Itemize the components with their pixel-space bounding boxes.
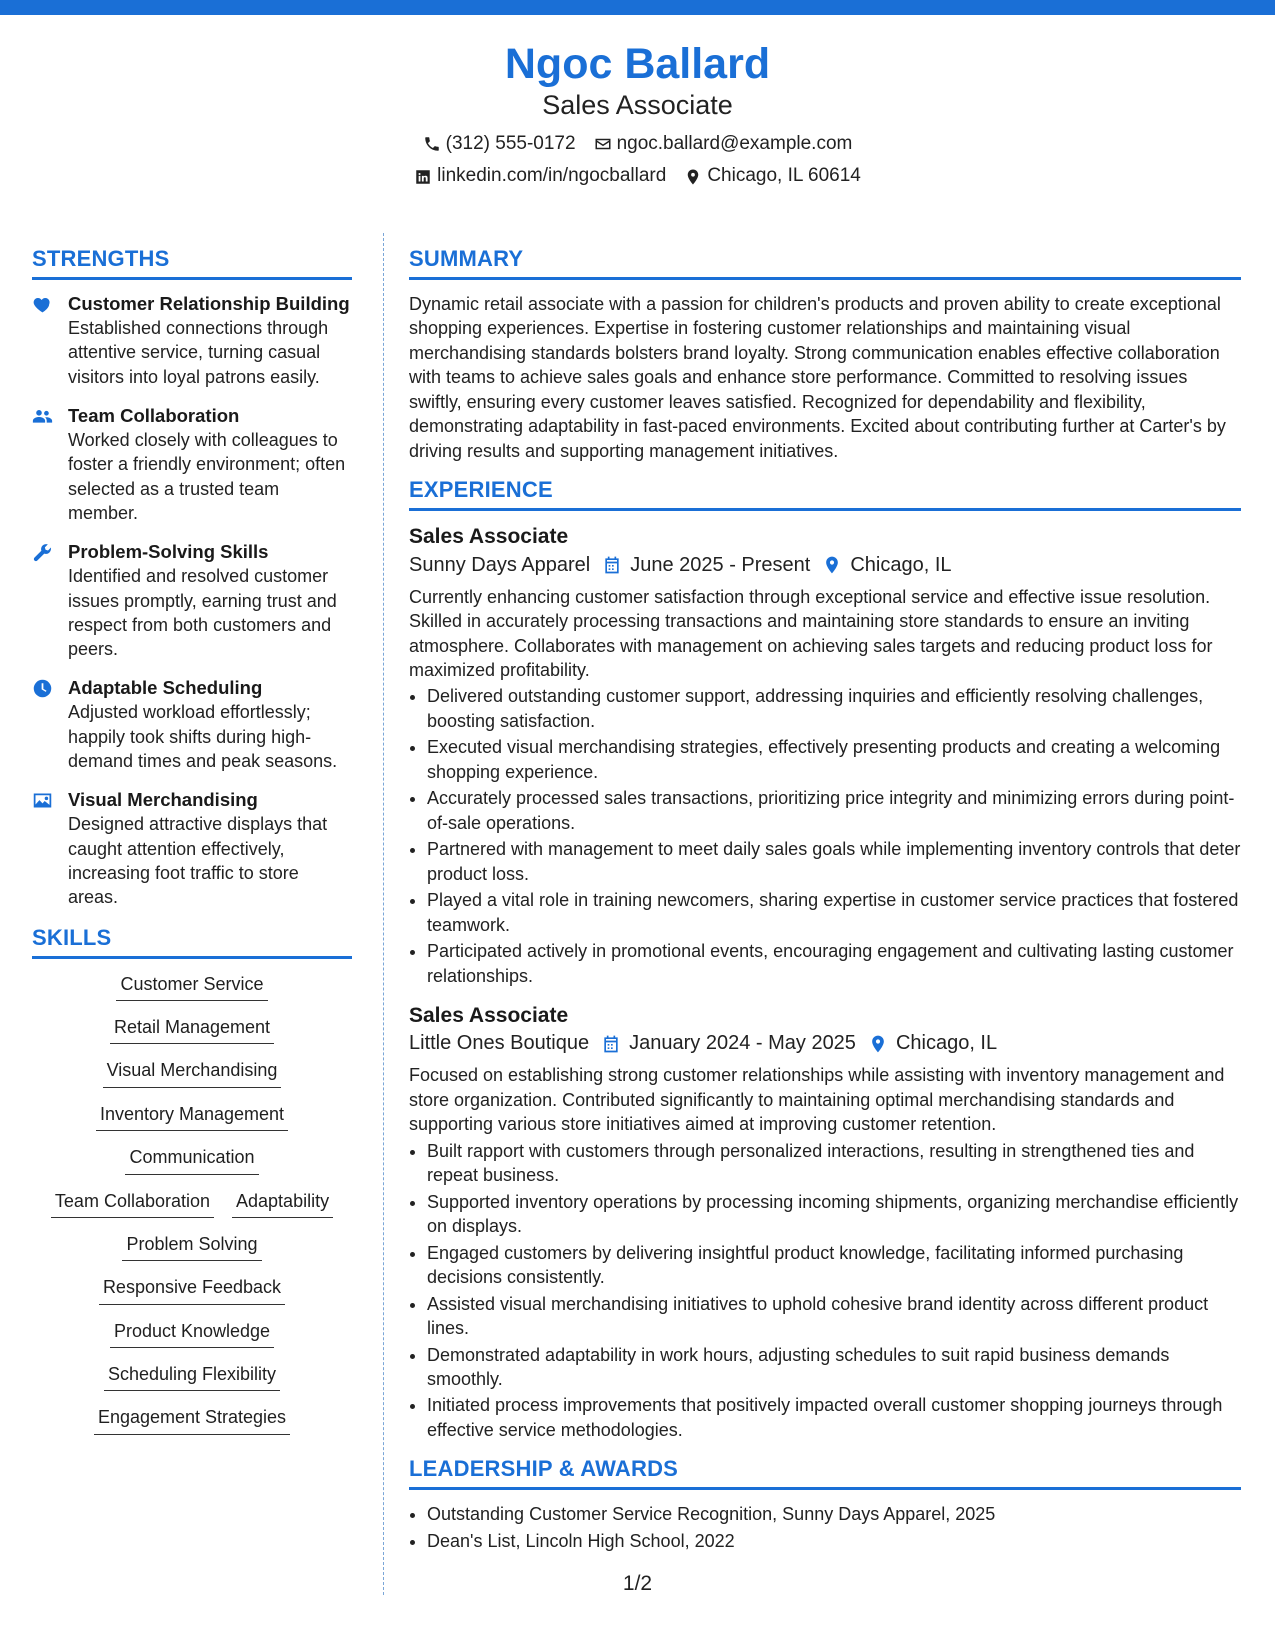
users-icon bbox=[32, 406, 53, 427]
strength-desc: Adjusted workload effortlessly; happily took shifts during high-demand times and peak seasons. bbox=[68, 702, 338, 772]
strength-title: Visual Merchandising bbox=[68, 789, 258, 811]
resume-header bbox=[0, 40, 1275, 190]
job-company: Little Ones Boutique bbox=[409, 1032, 590, 1055]
map-pin-icon bbox=[822, 555, 842, 575]
location-contact bbox=[684, 163, 861, 190]
candidate-title: Sales Associate bbox=[542, 90, 733, 121]
strength-title: Team Collaboration bbox=[68, 404, 240, 426]
phone-text: (312) 555-0172 bbox=[445, 132, 576, 154]
strength-item bbox=[32, 676, 352, 773]
job-dates bbox=[601, 1032, 856, 1055]
job-bullet: • Built rapport with customers through personalized interactions, resulting in strengthened ties and repeat business. bbox=[427, 1139, 1241, 1188]
job-bullet: • Delivered outstanding customer support, addressing inquiries and efficiently resolving challenges, boosting satisfaction. bbox=[427, 684, 1241, 733]
strength-desc: Identified and resolved customer issues promptly, earning trust and respect from both customers and peers. bbox=[68, 566, 337, 660]
strength-title: Customer Relationship Building bbox=[68, 293, 350, 314]
strength-desc: Worked closely with colleagues to foster a friendly environment; often selected as a trusted team member. bbox=[68, 429, 346, 523]
strength-item bbox=[32, 788, 352, 909]
skill-tag: Scheduling Flexibility bbox=[104, 1363, 280, 1391]
email-contact[interactable] bbox=[594, 131, 853, 158]
email-text: ngoc.ballard@example.com bbox=[616, 132, 853, 154]
skill-tag: Inventory Management bbox=[96, 1103, 288, 1131]
right-column bbox=[409, 246, 1241, 1555]
job-description: Focused on establishing strong customer relationships while assisting with inventory management and store organization. Contributed significantly to maintaining optimal merchandising standards and supporting various store initiatives aimed at improving customer retention. bbox=[409, 1065, 1225, 1135]
skill-tag: Customer Service bbox=[116, 973, 267, 1001]
job-entry bbox=[409, 1002, 1241, 1442]
job-location-text: Chicago, IL bbox=[895, 1032, 998, 1055]
linkedin-text: linkedin.com/in/ngocballard bbox=[437, 165, 667, 187]
job-bullet: • Supported inventory operations by processing incoming shipments, organizing merchandise efficiently on displays. bbox=[427, 1190, 1241, 1239]
wrench-icon bbox=[32, 542, 53, 563]
heart-icon bbox=[32, 294, 53, 315]
strength-item bbox=[32, 540, 352, 661]
skills-section bbox=[32, 925, 352, 1437]
candidate-name: Ngoc Ballard bbox=[504, 40, 771, 88]
calendar-icon bbox=[602, 555, 622, 575]
skill-tag: Retail Management bbox=[110, 1016, 274, 1044]
clock-icon bbox=[32, 678, 53, 699]
strength-item bbox=[32, 404, 352, 525]
job-bullet: • Accurately processed sales transactions, prioritizing price integrity and minimizing errors during point-of-sale operations. bbox=[427, 786, 1241, 835]
location-text: Chicago, IL 60614 bbox=[707, 165, 861, 187]
linkedin-icon bbox=[414, 168, 432, 186]
strength-desc: Designed attractive displays that caught attention effectively, increasing foot traffic to store areas. bbox=[68, 814, 328, 908]
job-meta bbox=[409, 554, 1241, 577]
job-bullet: • Partnered with management to meet daily sales goals while implementing inventory controls that deter product loss. bbox=[427, 837, 1241, 886]
job-description: Currently enhancing customer satisfaction through exceptional service and effective issue resolution. Skilled in accurately processing transactions and maintaining store standards to ensure an inviting atmosphere. Collaborates with management on achieving sales targets and reducing product loss for maximized profitability. bbox=[409, 586, 1213, 680]
contact-row-2 bbox=[0, 163, 1275, 190]
awards-list bbox=[409, 1502, 1241, 1553]
job-location bbox=[868, 1032, 997, 1055]
contact-row-1 bbox=[0, 131, 1275, 158]
skill-tag: Visual Merchandising bbox=[103, 1059, 282, 1087]
left-column bbox=[32, 246, 352, 1437]
strength-desc: Established connections through attentive service, turning casual visitors into loyal patrons easily. bbox=[68, 318, 329, 387]
linkedin-contact[interactable] bbox=[414, 163, 666, 190]
page-number: 1/2 bbox=[622, 1572, 653, 1595]
summary-section bbox=[409, 246, 1241, 463]
skill-tag: Problem Solving bbox=[122, 1233, 261, 1261]
experience-section bbox=[409, 477, 1241, 1442]
job-dates-text: January 2024 - May 2025 bbox=[629, 1032, 856, 1055]
phone-contact[interactable] bbox=[423, 131, 576, 158]
strengths-list bbox=[32, 292, 352, 910]
job-bullets bbox=[409, 1139, 1241, 1443]
experience-heading: EXPERIENCE bbox=[409, 477, 1241, 511]
job-company: Sunny Days Apparel bbox=[409, 553, 591, 576]
strength-item bbox=[32, 292, 352, 389]
job-entry bbox=[409, 523, 1241, 988]
skill-tag: Product Knowledge bbox=[110, 1320, 274, 1348]
skills-list bbox=[32, 971, 352, 1437]
strengths-heading: STRENGTHS bbox=[32, 246, 352, 280]
job-location bbox=[822, 554, 951, 577]
summary-heading: SUMMARY bbox=[409, 246, 1241, 280]
calendar-icon bbox=[601, 1034, 621, 1054]
job-bullet: • Initiated process improvements that positively impacted overall customer shopping journeys through effective service methodologies. bbox=[427, 1393, 1241, 1442]
skills-heading: SKILLS bbox=[32, 925, 352, 959]
awards-heading: LEADERSHIP & AWARDS bbox=[409, 1456, 1241, 1490]
skill-tag: Adaptability bbox=[232, 1190, 333, 1218]
skill-tag: Team Collaboration bbox=[51, 1190, 214, 1218]
job-bullet: • Participated actively in promotional events, encouraging engagement and cultivating lasting customer relationships. bbox=[427, 939, 1241, 988]
job-dates bbox=[602, 554, 810, 577]
job-bullet: • Assisted visual merchandising initiatives to uphold cohesive brand identity across different product lines. bbox=[427, 1292, 1241, 1341]
envelope-icon bbox=[594, 135, 612, 153]
job-meta bbox=[409, 1032, 1241, 1055]
phone-icon bbox=[423, 135, 441, 153]
column-divider bbox=[383, 233, 384, 1595]
strength-title: Problem-Solving Skills bbox=[68, 541, 269, 563]
skill-tag: Engagement Strategies bbox=[94, 1406, 290, 1434]
job-bullet: • Demonstrated adaptability in work hours, adjusting schedules to suit rapid business demands smoothly. bbox=[427, 1343, 1241, 1392]
job-location-text: Chicago, IL bbox=[850, 553, 952, 576]
skill-tag: Communication bbox=[125, 1146, 258, 1174]
summary-text: Dynamic retail associate with a passion for children's products and proven ability to create exceptional shopping experiences. Expertise in fostering customer relationships and maintaining visual merchandising standards bolsters brand loyalty. Strong communication enables effective collaboration with teams to achieve sales goals and enhance store performance. Committed to resolving issues swiftly, ensuring every customer leaves satisfied. Recognized for dependability and flexibility, demonstrating adaptability in fast-paced environments. Excited about contributing further at Carter's by driving results and supporting management initiatives. bbox=[409, 294, 1226, 461]
job-bullet: • Engaged customers by delivering insightful product knowledge, facilitating informed purchasing decisions consistently. bbox=[427, 1241, 1241, 1290]
top-accent-bar bbox=[0, 0, 1275, 15]
job-bullet: • Played a vital role in training newcomers, sharing expertise in customer service practices that fostered teamwork. bbox=[427, 888, 1241, 937]
map-pin-icon bbox=[684, 168, 702, 186]
skill-tag: Responsive Feedback bbox=[99, 1276, 285, 1304]
award-item: • Dean's List, Lincoln High School, 2022 bbox=[427, 1529, 1241, 1553]
job-title: Sales Associate bbox=[409, 525, 569, 549]
map-pin-icon bbox=[868, 1034, 888, 1054]
job-bullet: • Executed visual merchandising strategies, effectively presenting products and creating a welcoming shopping experience. bbox=[427, 735, 1241, 784]
job-dates-text: June 2025 - Present bbox=[630, 553, 811, 576]
awards-section bbox=[409, 1456, 1241, 1553]
strength-title: Adaptable Scheduling bbox=[68, 677, 263, 699]
job-bullets bbox=[409, 684, 1241, 988]
job-title: Sales Associate bbox=[409, 1004, 569, 1028]
image-icon bbox=[32, 790, 53, 811]
award-item: • Outstanding Customer Service Recognition, Sunny Days Apparel, 2025 bbox=[427, 1502, 1241, 1526]
